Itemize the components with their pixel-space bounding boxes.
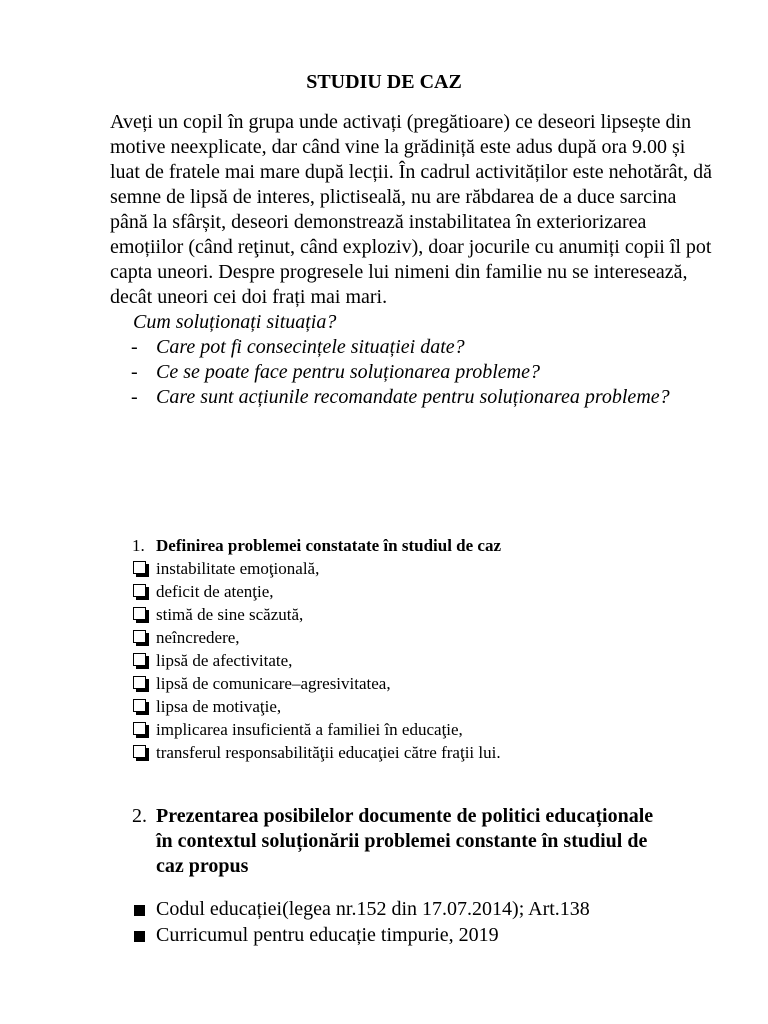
- checklist-item: deficit de atenţie,: [132, 580, 732, 603]
- subquestion-item: - Ce se poate face pentru soluționarea probleme?: [131, 361, 541, 383]
- dash-marker: -: [131, 386, 138, 408]
- document-list: [132, 896, 712, 948]
- document-item: Curricumul pentru educație timpurie, 2019: [132, 922, 712, 948]
- subquestion-item: - Care sunt acțiunile recomandate pentru soluționarea probleme?: [131, 386, 670, 408]
- checklist-item: instabilitate emoţională,: [132, 557, 732, 580]
- checklist-item: stimă de sine scăzută,: [132, 603, 732, 626]
- page-title: STUDIU DE CAZ: [306, 71, 462, 93]
- checklist-item: transferul responsabilităţii educaţiei către fraţii lui.: [132, 741, 732, 764]
- section-heading: 1. Definirea problemei constatate în studiul de caz: [132, 536, 502, 555]
- section-number: 2.: [132, 805, 147, 827]
- dash-marker: -: [131, 336, 138, 358]
- subquestion-list: [110, 335, 716, 410]
- checklist-item: lipsă de afectivitate,: [132, 649, 732, 672]
- document-item: Codul educației(legea nr.152 din 17.07.2014); Art.138: [132, 896, 712, 922]
- problem-checklist: [132, 557, 732, 764]
- problem-definition-section: [132, 534, 732, 764]
- checkbox-icon: [133, 676, 146, 689]
- case-study-block: [110, 110, 716, 410]
- checklist-item: lipsă de comunicare–agresivitatea,: [132, 672, 732, 695]
- checkbox-icon: [133, 653, 146, 666]
- checkbox-icon: [133, 722, 146, 735]
- checkbox-icon: [133, 745, 146, 758]
- checkbox-icon: [133, 630, 146, 643]
- section-number: 1.: [132, 536, 145, 555]
- square-bullet-icon: [134, 931, 145, 942]
- checkbox-icon: [133, 699, 146, 712]
- checklist-item: implicarea insuficientă a familiei în educaţie,: [132, 718, 732, 741]
- checkbox-icon: [133, 584, 146, 597]
- section-heading: Prezentarea posibilelor documente de politici educaționale în contextul soluționării problemei constante în studiul de caz propus: [156, 805, 654, 877]
- checkbox-icon: [133, 607, 146, 620]
- checklist-item: neîncredere,: [132, 626, 732, 649]
- checklist-item: lipsa de motivaţie,: [132, 695, 732, 718]
- square-bullet-icon: [134, 905, 145, 916]
- checkbox-icon: [133, 561, 146, 574]
- dash-marker: -: [131, 361, 138, 383]
- policy-documents-section: [132, 804, 692, 879]
- main-question: Cum soluționați situația?: [133, 311, 337, 333]
- case-description: Aveți un copil în grupa unde activați (pregătioare) ce deseori lipsește din motive neexplicate, dar când vine la grădiniță este adus după ora 9.00 și luat de fratele mai mare după lecții. În cadrul activităților este nehotărât, dă semne de lipsă de interes, plictiseală, nu are răbdarea de a duce sarcina până la sfârșit, deseori demonstrează instabilitatea în exteriorizarea emoțiilor (când reţinut, când exploziv), doar jocurile cu anumiți copii îl pot capta uneori. Despre progresele lui nimeni din familie nu se interesează, decât uneori cei doi frați mai mari.: [110, 111, 712, 308]
- subquestion-item: - Care pot fi consecințele situației date?: [131, 336, 465, 358]
